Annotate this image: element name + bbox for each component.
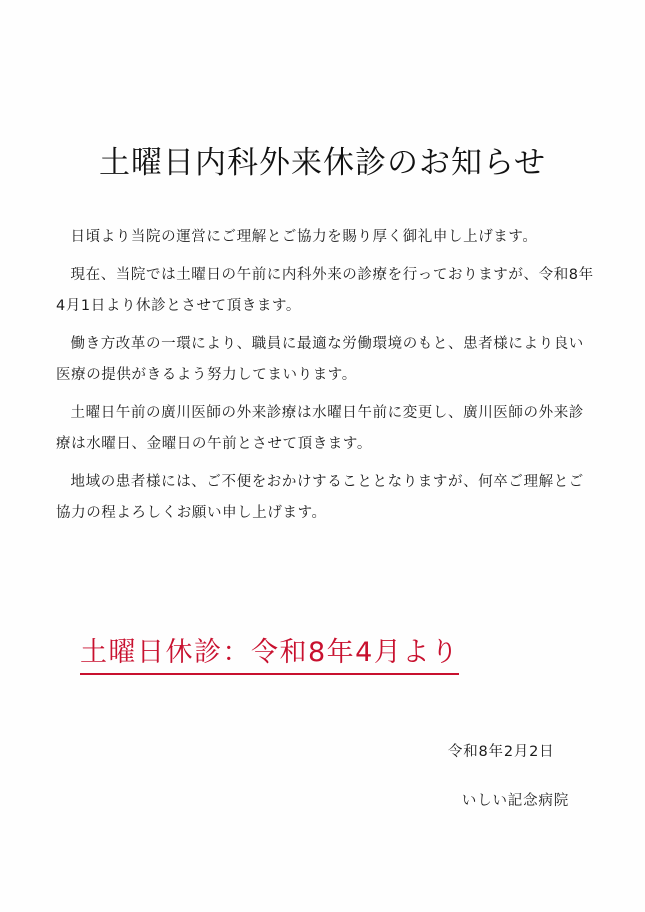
signature-date: 令和8年2月2日 [447, 744, 555, 760]
paragraph-3: 働き方改革の一環により、職員に最適な労働環境のもと、患者様により良い医療の提供がきるよう努力してまいります。 [56, 336, 584, 383]
paragraph-5: 地域の患者様には、ご不便をおかけすることとなりますが、何卒ご理解とご協力の程よろしくお願い申し上げます。 [56, 474, 584, 521]
highlight-notice: 土曜日休診：令和8年4月より [80, 630, 459, 675]
signature-organization: いしい記念病院 [461, 793, 569, 809]
page-title: 土曜日内科外来休診のお知らせ [98, 144, 547, 181]
paragraph-2: 現在、当院では土曜日の午前に内科外来の診療を行っておりますが、令和8年4月1日より休診とさせて頂きます。 [56, 267, 594, 314]
paragraph-1: 日頃より当院の運営にご理解とご協力を賜り厚く御礼申し上げます。 [70, 229, 538, 245]
signature-block [448, 740, 569, 810]
paragraph-4: 土曜日午前の廣川医師の外来診療は水曜日午前に変更し、廣川医師の外来診療は水曜日、金曜日の午前とさせて頂きます。 [56, 405, 584, 452]
document-body [56, 222, 595, 536]
